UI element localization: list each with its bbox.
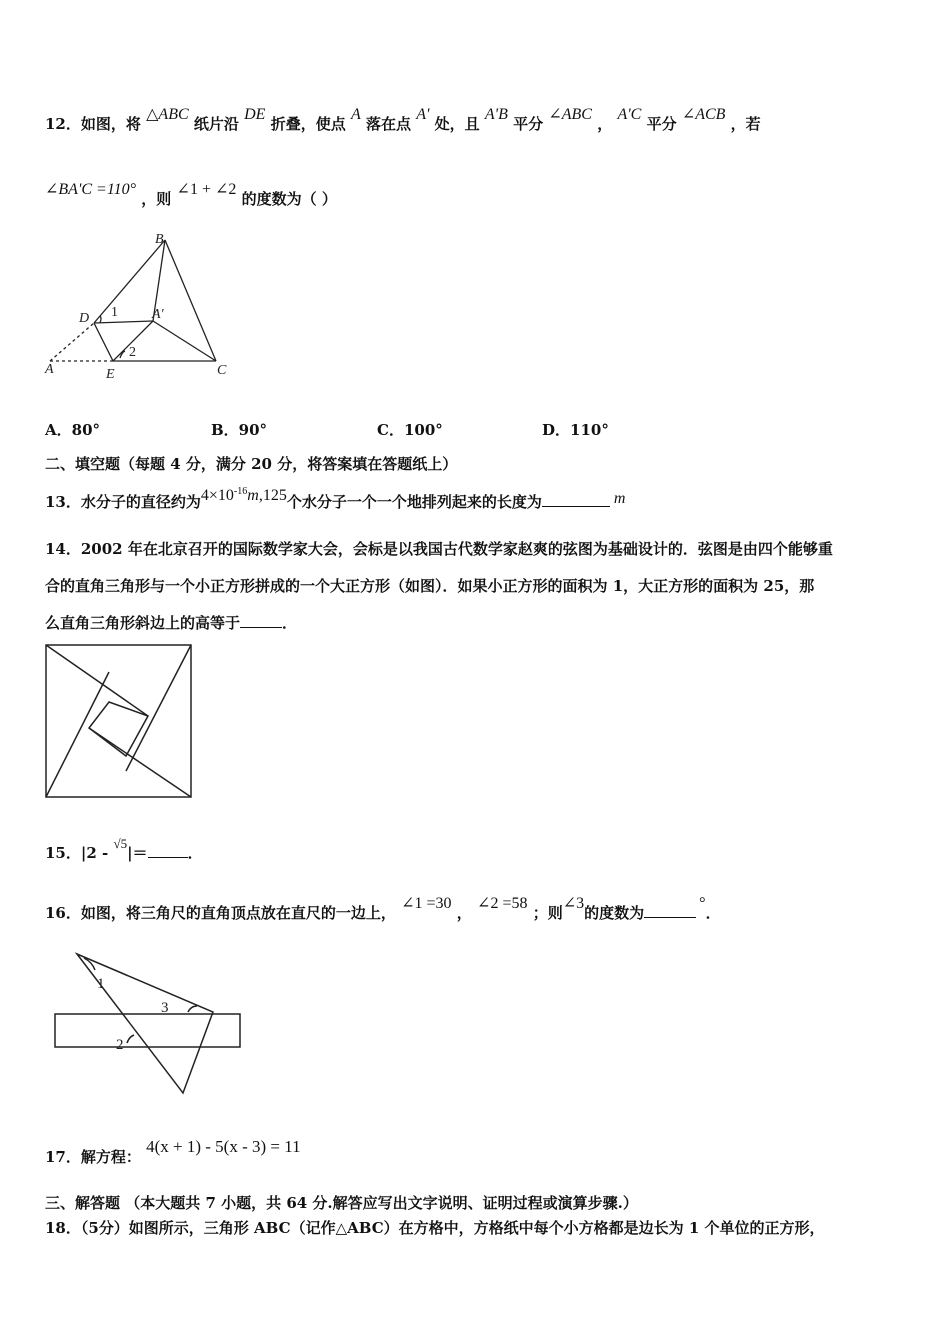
label-b: B	[155, 232, 164, 247]
q12-line1: 12．如图，将 △ABC 纸片沿 DE 折叠，使点 A 落在点 A' 处，且 A'B 平分 ∠ABC ， A'C 平分 ∠ACB ，若	[45, 106, 761, 133]
q14-line2: 合的直角三角形与一个小正方形拼成的一个大正方形（如图）．如果小正方形的面积为 1，大正方形的面积为 25，那	[45, 577, 815, 595]
label-angle-1: 1	[111, 305, 118, 320]
q15-answer-blank[interactable]	[148, 843, 188, 858]
q12-figure	[40, 228, 240, 388]
label-a-prime: A′	[152, 307, 164, 322]
q13-answer-blank[interactable]	[542, 492, 610, 507]
label-angle-2: 2	[116, 1037, 124, 1053]
label-a: A	[45, 362, 54, 377]
section-3-heading: 三、解答题 （本大题共 7 小题，共 64 分.解答应写出文字说明、证明过程或演算步骤.）	[45, 1194, 638, 1212]
q12-line2: ∠BA'C =110° ，则 ∠1 + ∠2 的度数为（ ）	[45, 181, 337, 208]
q15: 15．|2 - √5|＝ ．	[45, 836, 203, 862]
q14-figure	[45, 644, 193, 800]
q17: 17．解方程： 4(x + 1) - 5(x - 3) = 11	[45, 1137, 301, 1166]
label-angle-2: 2	[129, 345, 136, 360]
q12-option-c[interactable]: C．100°	[377, 421, 443, 439]
section-2-heading: 二、填空题（每题 4 分，满分 20 分，将答案填在答题纸上）	[45, 455, 458, 473]
label-angle-3: 3	[161, 1000, 169, 1016]
label-e: E	[106, 367, 115, 382]
q18: 18．（5分）如图所示，三角形 ABC（记作△ABC）在方格中，方格纸中每个小方格都是边长为 1 个单位的正方形，	[45, 1219, 825, 1237]
q16-answer-blank[interactable]	[644, 903, 696, 918]
q14-answer-blank[interactable]	[240, 613, 282, 628]
triangle-abc: △ABC	[146, 106, 189, 123]
q14-line3: 么直角三角形斜边上的高等于 ．	[45, 614, 298, 632]
ruler	[55, 1014, 240, 1047]
q16: 16．如图，将三角尺的直角顶点放在直尺的一边上， ∠1 =30 ， ∠2 =58 ；则∠3的度数为°．	[45, 895, 721, 922]
q16-figure	[50, 948, 250, 1098]
q13: 13．水分子的直径约为$4\times 10^{-16}m,125$个水分子一个一个地排列起来的长度为 m	[45, 486, 626, 511]
q14-line1: 14．2002 年在北京召开的国际数学家大会，会标是以我国古代数学家赵爽的弦图为基础设计的．弦图是由四个能够重	[45, 540, 833, 558]
triangle-ruler	[77, 954, 213, 1093]
label-d: D	[79, 311, 90, 326]
q12-option-b[interactable]: B．90°	[211, 421, 268, 439]
q12-option-a[interactable]: A．80°	[45, 421, 101, 439]
label-c: C	[217, 363, 227, 378]
label-angle-1: 1	[97, 976, 105, 992]
q12-option-d[interactable]: D．110°	[542, 421, 609, 439]
